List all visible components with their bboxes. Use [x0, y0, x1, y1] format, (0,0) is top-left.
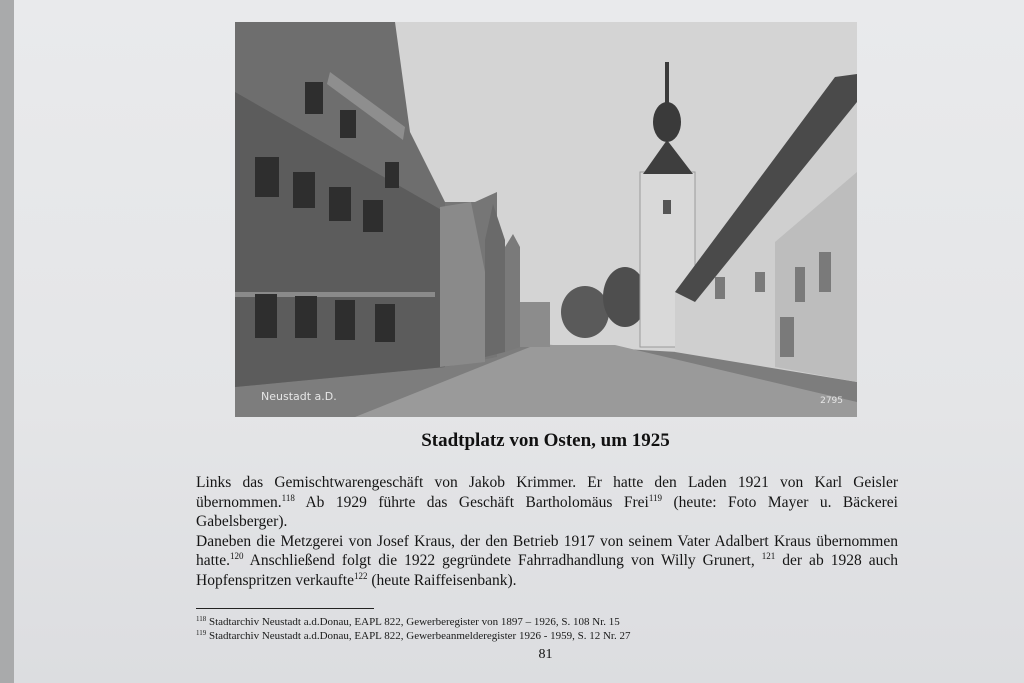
text-run: Daneben die Metzgerei von Josef Kraus, der den Betrieb 1917 von seinem Vater Adalbert Kraus übernommen hatte. [196, 532, 898, 569]
footnote-text: Stadtarchiv Neustadt a.d.Donau, EAPL 822, Gewerberegister von 1897 – 1926, S. 108 Nr. 15 [206, 616, 620, 628]
paragraph-2 [196, 532, 898, 591]
paragraph-1 [196, 473, 898, 532]
footnote-119 [196, 630, 630, 642]
footnote-ref: 119 [648, 492, 663, 503]
footnote-ref: 122 [353, 570, 368, 581]
page-title: Stadtplatz von Osten, um 1925 [421, 430, 670, 451]
historic-photo [235, 22, 857, 417]
text-run: Links das Gemischtwarengeschäft von Jakob Krimmer. Er hatte den Laden 1921 von Karl Geisler übernommen. [196, 474, 898, 511]
footnote-number: 119 [196, 629, 207, 637]
footnote-text: Stadtarchiv Neustadt a.d.Donau, EAPL 822, Gewerbeanmelderegister 1926 - 1959, S. 12 Nr. 27 [206, 630, 631, 642]
footnote-divider [196, 608, 374, 609]
text-run: Anschließend folgt die 1922 gegründete Fahrradhandlung von Willy Grunert, [243, 552, 762, 569]
footnote-ref: 121 [761, 551, 776, 561]
street-scene-illustration [235, 22, 857, 417]
footnote-118 [196, 616, 620, 628]
text-run: (heute: Foto Mayer u. Bäckerei Gabelsberger). [196, 493, 898, 530]
body-text [196, 473, 898, 590]
photo-caption: Neustadt a.D. [261, 390, 337, 403]
document-page [14, 0, 1024, 683]
page-number: 81 [538, 647, 553, 662]
text-run: (heute Raiffeisenbank). [367, 571, 517, 589]
text-run: der ab 1928 auch Hopfenspritzen verkaufte [196, 552, 898, 589]
footnote-number: 118 [196, 615, 207, 623]
footnote-ref: 118 [281, 492, 295, 503]
footnote-ref: 120 [230, 551, 244, 561]
photo-number: 2795 [820, 396, 843, 406]
text-run: Ab 1929 führte das Geschäft Bartholomäus Frei [294, 493, 649, 511]
